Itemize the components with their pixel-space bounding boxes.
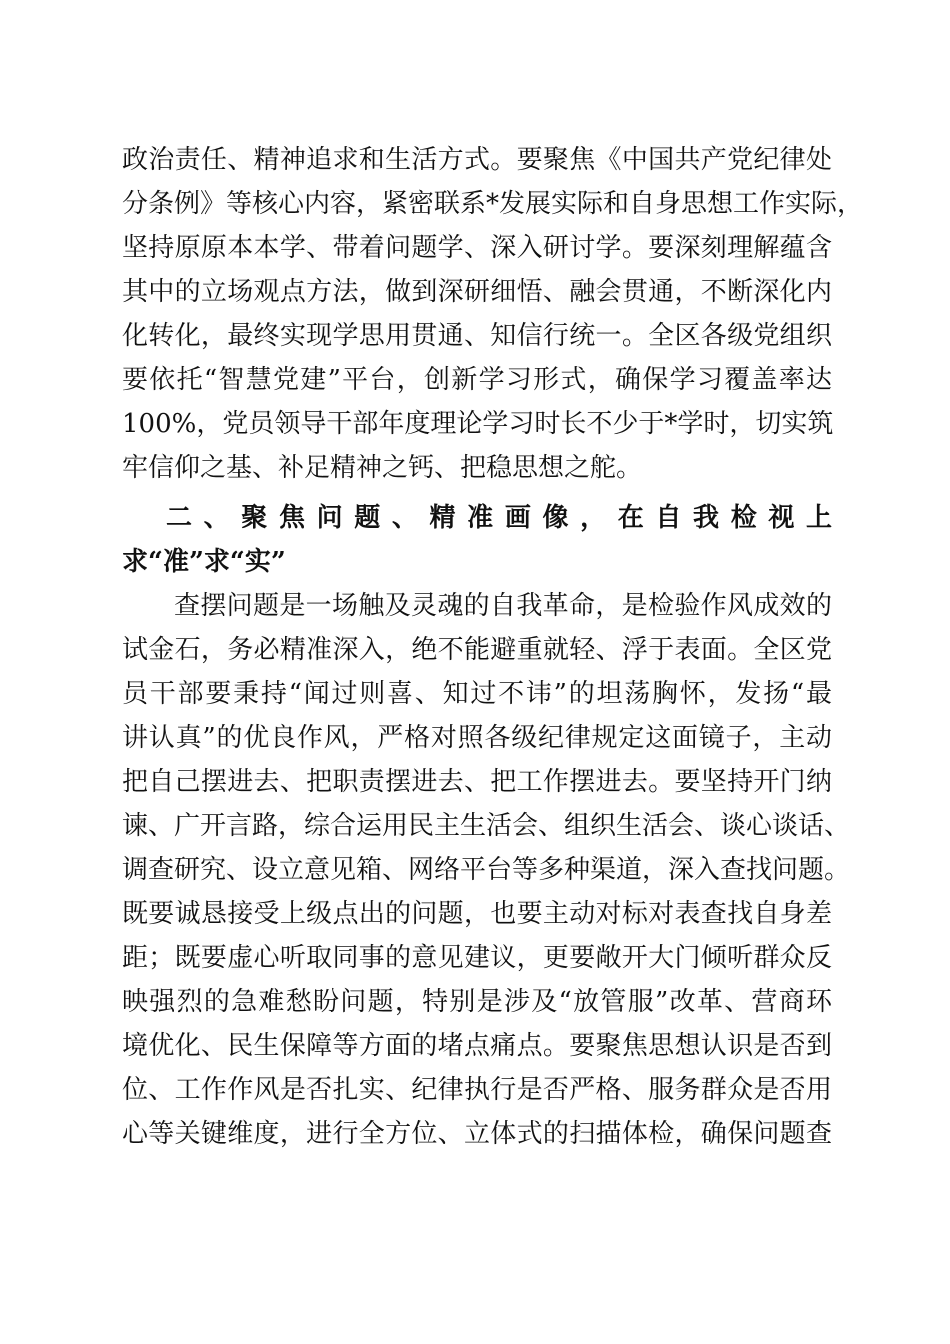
paragraph-line: 距；既要虚心听取同事的意见建议，更要敞开大门倾听群众反 xyxy=(122,943,832,973)
paragraph-line: 把自己摆进去、把职责摆进去、把工作摆进去。要坚持开门纳 xyxy=(122,767,832,797)
paragraph-line: 政治责任、精神追求和生活方式。要聚焦《中国共产党纪律处 xyxy=(122,145,832,175)
paragraph-line: 其中的立场观点方法，做到深研细悟、融会贯通，不断深化内 xyxy=(122,277,832,307)
paragraph-line: 分条例》等核心内容，紧密联系*发展实际和自身思想工作实际， xyxy=(122,189,864,219)
paragraph-line: 查摆问题是一场触及灵魂的自我革命，是检验作风成效的 xyxy=(174,591,832,621)
paragraph-line: 映强烈的急难愁盼问题，特别是涉及“放管服”改革、营商环 xyxy=(122,987,832,1017)
paragraph-line: 试金石，务必精准深入，绝不能避重就轻、浮于表面。全区党 xyxy=(122,635,832,665)
paragraph-line: 位、工作作风是否扎实、纪律执行是否严格、服务群众是否用 xyxy=(122,1075,832,1105)
heading-line: 求“准”求“实” xyxy=(122,547,286,577)
paragraph-line: 谏、广开言路，综合运用民主生活会、组织生活会、谈心谈话、 xyxy=(122,811,851,841)
heading-line: 二、聚焦问题、精准画像，在自我检视上 xyxy=(166,503,832,533)
paragraph-line: 牢信仰之基、补足精神之钙、把稳思想之舵。 xyxy=(122,453,643,483)
paragraph-line: 100%，党员领导干部年度理论学习时长不少于*学时，切实筑 xyxy=(122,409,834,439)
paragraph-line: 员干部要秉持“闻过则喜、知过不讳”的坦荡胸怀，发扬“最 xyxy=(122,679,832,709)
paragraph-line: 调查研究、设立意见箱、网络平台等多种渠道，深入查找问题。 xyxy=(122,855,851,885)
paragraph-line: 心等关键维度，进行全方位、立体式的扫描体检，确保问题查 xyxy=(122,1119,832,1149)
paragraph-line: 境优化、民生保障等方面的堵点痛点。要聚焦思想认识是否到 xyxy=(122,1031,832,1061)
paragraph-line: 要依托“智慧党建”平台，创新学习形式，确保学习覆盖率达 xyxy=(122,365,832,395)
paragraph-line: 化转化，最终实现学思用贯通、知信行统一。全区各级党组织 xyxy=(122,321,832,351)
paragraph-line: 坚持原原本本学、带着问题学、深入研讨学。要深刻理解蕴含 xyxy=(122,233,832,263)
paragraph-line: 既要诚恳接受上级点出的问题，也要主动对标对表查找自身差 xyxy=(122,899,832,929)
paragraph-line: 讲认真”的优良作风，严格对照各级纪律规定这面镜子，主动 xyxy=(122,723,832,753)
